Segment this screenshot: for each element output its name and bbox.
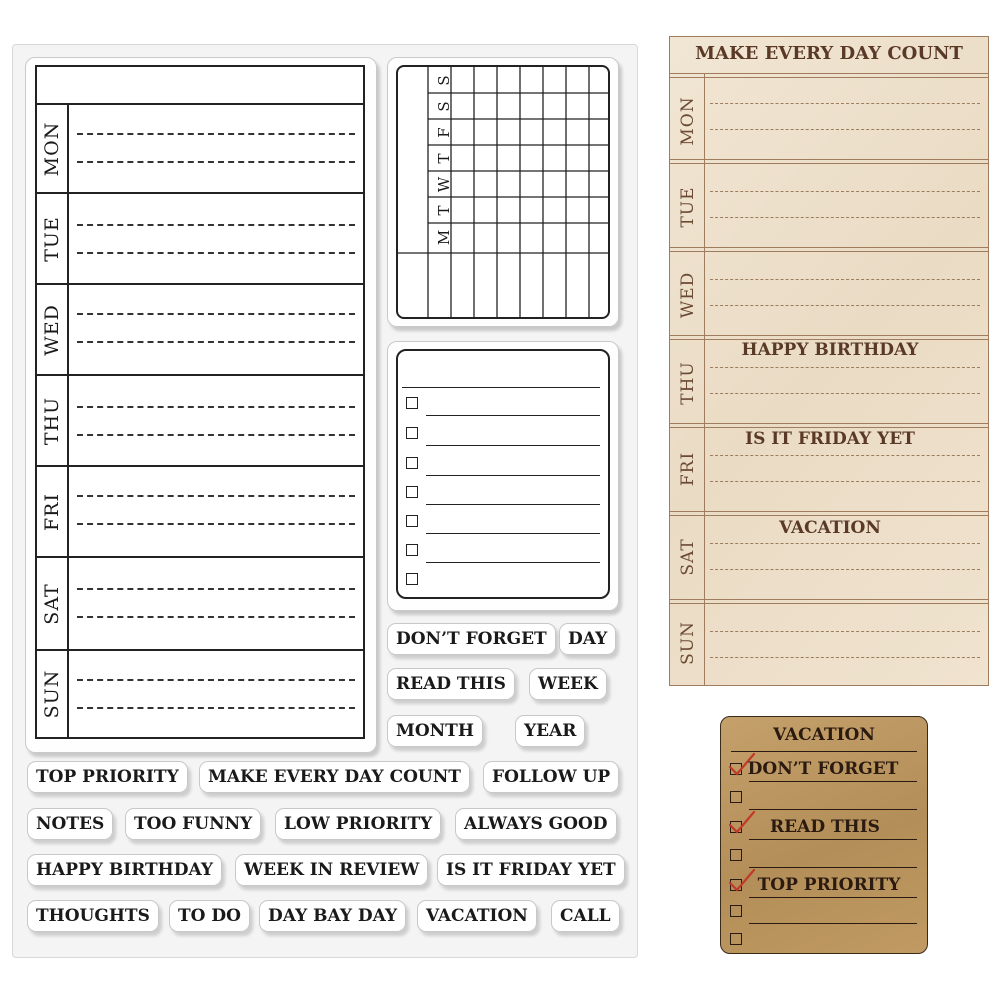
habit-day-s: S [435,100,453,112]
card-dashed-line [710,481,980,482]
weekly-header-band [37,67,363,103]
dashed-line [77,523,355,525]
habit-tracker-grid [396,65,610,319]
stamp-always-good: ALWAYS GOOD [455,808,617,840]
checklist-line [426,533,600,534]
day-row-fri [37,465,363,556]
checklist-line [426,504,600,505]
day-label-thu: THU [41,396,63,445]
checkbox-icon [406,515,418,527]
stamp-too-funny: TOO FUNNY [125,808,261,840]
habit-day-m: M [435,228,453,246]
dashed-line [77,341,355,343]
card-divider [670,515,988,516]
tag-title: VACATION [773,725,875,745]
tag-line [749,867,917,868]
card-divider [670,77,988,78]
tag-line [749,923,917,924]
tag-line [749,809,917,810]
card-divider [670,427,988,428]
day-row-sat [37,556,363,649]
habit-day-t2: T [435,152,453,164]
tag-item-top-priority: TOP PRIORITY [757,875,901,895]
habit-day-t: T [435,204,453,216]
dashed-line [77,313,355,315]
habit-day-w: W [435,175,453,193]
stamp-day: DAY [559,623,616,655]
stamp-happy-birthday: HAPPY BIRTHDAY [27,854,222,886]
day-row-wed [37,283,363,374]
card-dashed-line [710,103,980,104]
day-row-mon [37,103,363,192]
checkbox-icon [406,397,418,409]
day-label-column [37,194,69,283]
card-day-thu: THU [678,361,698,405]
tag-line [749,897,917,898]
dashed-line [77,224,355,226]
card-day-mon: MON [678,96,698,146]
day-row-tue [37,192,363,283]
card-divider [670,423,988,424]
day-label-column [37,558,69,649]
dashed-line [77,495,355,497]
tag-line [749,781,917,782]
day-row-thu [37,374,363,465]
card-dashed-line [710,217,980,218]
card-day-sun: SUN [678,621,698,665]
card-dashed-line [710,129,980,130]
checklist-line [426,415,600,416]
card-divider [670,599,988,600]
stamp-day-bay-day: DAY BAY DAY [259,900,406,932]
stamp-month: MONTH [387,715,483,747]
stamp-follow-up: FOLLOW UP [483,761,619,793]
card-dashed-line [710,543,980,544]
dashed-line [77,406,355,408]
card-note-vacation: VACATION [779,518,881,538]
card-divider [670,247,988,248]
stamp-low-priority: LOW PRIORITY [275,808,441,840]
card-day-sat: SAT [678,538,698,576]
card-divider [670,73,988,74]
checklist-stamp [396,349,610,599]
checkbox-icon [406,544,418,556]
day-label-fri: FRI [41,492,63,531]
card-divider [670,251,988,252]
card-dashed-line [710,569,980,570]
stamp-to-do: TO DO [169,900,250,932]
card-dashed-line [710,305,980,306]
card-dashed-line [710,279,980,280]
stamp-read-this: READ THIS [387,668,515,700]
stamp-make-every-day-count: MAKE EVERY DAY COUNT [199,761,470,793]
card-divider [670,163,988,164]
dashed-line [77,161,355,163]
red-check-icon [727,867,757,893]
stamp-year: YEAR [515,715,585,747]
habit-day-f: F [435,126,453,138]
checkbox-icon [730,905,742,917]
checklist-line [426,562,600,563]
day-label-sun: SUN [41,669,63,719]
day-label-column [37,376,69,465]
card-day-fri: FRI [678,451,698,487]
checkbox-icon [730,791,742,803]
clear-stamp-sheet [12,44,638,958]
stamp-week: WEEK [529,668,607,700]
checklist-line [402,387,600,388]
habit-day-s2: S [435,74,453,86]
dashed-line [77,252,355,254]
stamp-is-it-friday-yet: IS IT FRIDAY YET [437,854,625,886]
card-divider [670,603,988,604]
stamp-call: CALL [551,900,620,932]
day-label-column [37,651,69,737]
card-day-wed: WED [678,271,698,319]
card-day-column-line [704,73,705,685]
dashed-line [77,616,355,618]
checkbox-icon [730,933,742,945]
checkbox-icon [730,849,742,861]
checkbox-icon [406,573,418,585]
tag-item-read-this: READ THIS [770,817,880,837]
stamp-thoughts: THOUGHTS [27,900,159,932]
day-row-sun [37,649,363,737]
card-divider [670,511,988,512]
checkbox-icon [406,457,418,469]
weekly-planner-stamp [35,65,365,739]
day-label-wed: WED [41,303,63,356]
checklist-line [426,445,600,446]
stamp-top-priority: TOP PRIORITY [27,761,188,793]
card-dashed-line [710,657,980,658]
stamped-checklist-tag [720,716,928,954]
dashed-line [77,133,355,135]
card-note-is-it-friday-yet: IS IT FRIDAY YET [745,429,915,449]
card-dashed-line [710,191,980,192]
dashed-line [77,588,355,590]
checkbox-icon [406,486,418,498]
tag-item-dont-forget: DON’T FORGET [747,759,899,779]
card-dashed-line [710,631,980,632]
card-day-tue: TUE [678,186,698,228]
day-label-mon: MON [41,121,63,176]
dashed-line [77,434,355,436]
card-divider [670,159,988,160]
stamp-week-in-review: WEEK IN REVIEW [235,854,428,886]
day-label-column [37,285,69,374]
card-title: MAKE EVERY DAY COUNT [695,43,963,64]
card-dashed-line [710,393,980,394]
card-note-happy-birthday: HAPPY BIRTHDAY [741,340,919,360]
day-label-column [37,467,69,556]
red-check-icon [727,809,757,835]
dashed-line [77,707,355,709]
checkbox-icon [406,427,418,439]
dashed-line [77,679,355,681]
stamped-sample-card [669,36,989,686]
stamp-dont-forget: DON’T FORGET [387,623,556,655]
card-divider [670,335,988,336]
stamp-notes: NOTES [27,808,113,840]
day-label-sat: SAT [41,582,63,625]
tag-line [749,839,917,840]
card-dashed-line [710,455,980,456]
day-label-column [37,105,69,192]
tag-line [731,751,917,752]
card-dashed-line [710,367,980,368]
stamp-vacation: VACATION [417,900,537,932]
checklist-line [426,475,600,476]
day-label-tue: TUE [41,215,63,262]
habit-grid-lines [398,67,610,319]
